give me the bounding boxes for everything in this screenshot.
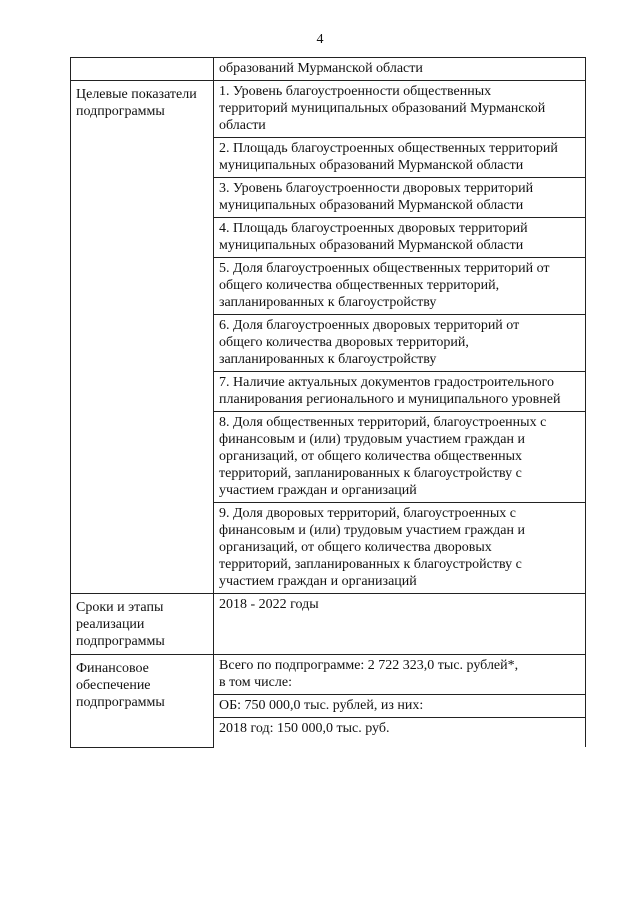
table-row [71,655,586,695]
financing-item: ОБ: 750 000,0 тыс. рублей, из них: [214,695,586,718]
table-row [71,58,586,81]
row-label [71,58,214,81]
cell-continued: образований Мурманской области [214,58,586,81]
table-row [71,81,586,138]
indicator-item: 3. Уровень благоустроенности дворовых территорий муниципальных образований Мурманской области [214,178,586,218]
target-indicators-label: Целевые показатели подпрограммы [71,81,214,594]
page-number: 4 [316,32,324,47]
indicator-item: 1. Уровень благоустроенности общественных территорий муниципальных образований Мурманской области [214,81,586,138]
indicator-item: 7. Наличие актуальных документов градостроительного планирования регионального и муниципального уровней [214,372,586,412]
financing-item: Всего по подпрограмме: 2 722 323,0 тыс. рублей*, в том числе: [214,655,586,695]
indicator-item: 2. Площадь благоустроенных общественных территорий муниципальных образований Мурманской области [214,138,586,178]
indicator-item: 6. Доля благоустроенных дворовых территорий от общего количества дворовых территорий, запланированных к благоустройству [214,315,586,372]
financing-item: 2018 год: 150 000,0 тыс. руб. [214,718,586,748]
terms-label: Сроки и этапы реализации подпрограммы [71,594,214,655]
terms-value: 2018 - 2022 годы [214,594,586,655]
financing-label: Финансовое обеспечение подпрограммы [71,655,214,748]
indicator-item: 5. Доля благоустроенных общественных территорий от общего количества общественных территорий, запланированных к благоустройству [214,258,586,315]
indicator-item: 4. Площадь благоустроенных дворовых территорий муниципальных образований Мурманской области [214,218,586,258]
table-row [71,594,586,655]
indicator-item: 8. Доля общественных территорий, благоустроенных с финансовым и (или) трудовым участием граждан и организаций, от общего количества общественных территорий, запланированных к благоустройству с участием граждан и организаций [214,412,586,503]
passport-table [70,57,586,748]
indicator-item: 9. Доля дворовых территорий, благоустроенных с финансовым и (или) трудовым участием граждан и организаций, от общего количества дворовых территорий, запланированных к благоустройству с участием граждан и организаций [214,503,586,594]
